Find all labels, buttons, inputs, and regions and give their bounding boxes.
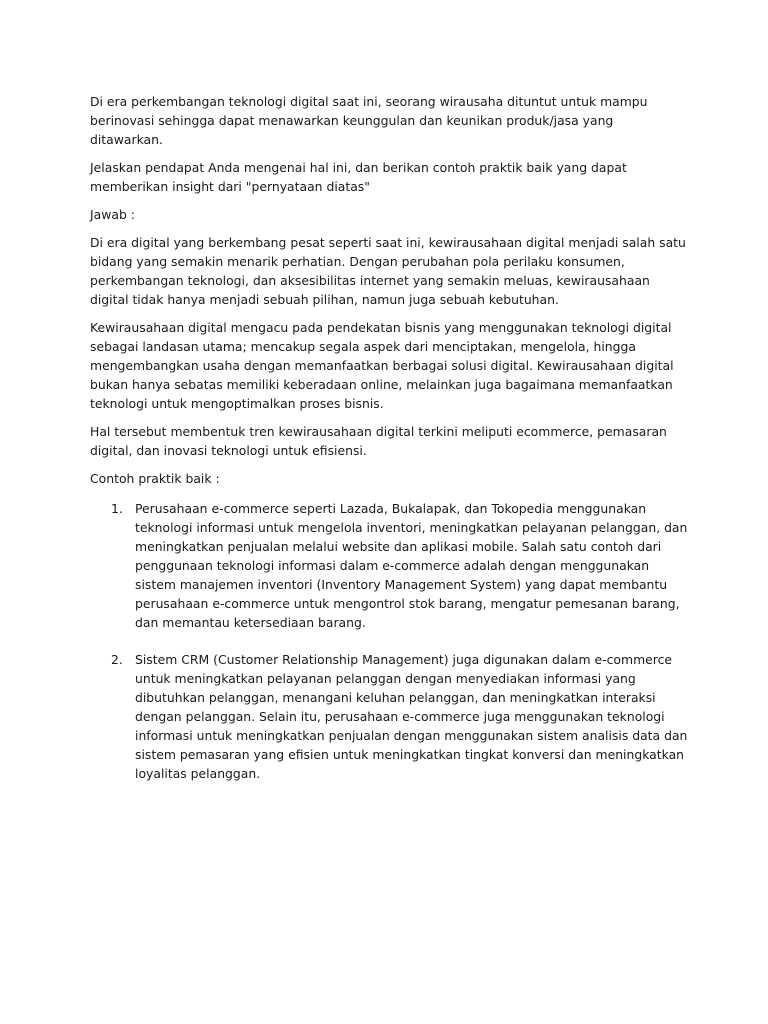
list-item [90,650,690,783]
list-item-text: Sistem CRM (Customer Relationship Management) juga digunakan dalam e-commerce untuk meningkatkan pelayanan pelanggan dengan menyediakan informasi yang dibutuhkan pelanggan, menangani keluhan pelanggan, dan meningkatkan interaksi dengan pelanggan. Selain itu, perusahaan e-commerce juga menggunakan teknologi informasi untuk meningkatkan penjualan dengan menggunakan sistem analisis data dan sistem pemasaran yang efisien untuk meningkatkan tingkat konversi dan meningkatkan loyalitas pelanggan. [135,652,688,781]
answer-paragraph-1: Di era digital yang berkembang pesat seperti saat ini, kewirausahaan digital menjadi salah satu bidang yang semakin menarik perhatian. Dengan perubahan pola perilaku konsumen, perkembangan teknologi, dan aksesibilitas internet yang semakin meluas, kewirausahaan digital tidak hanya menjadi sebuah pilihan, namun juga sebuah kebutuhan. [90,235,686,307]
answer-paragraph-3: Hal tersebut membentuk tren kewirausahaan digital terkini meliputi ecommerce, pemasaran digital, dan inovasi teknologi untuk efisiensi. [90,424,667,458]
examples-list [90,499,690,783]
list-item-text: Perusahaan e-commerce seperti Lazada, Bukalapak, dan Tokopedia menggunakan teknologi informasi untuk mengelola inventori, meningkatkan pelayanan pelanggan, dan meningkatkan penjualan melalui website dan aplikasi mobile. Salah satu contoh dari penggunaan teknologi informasi dalam e-commerce adalah dengan menggunakan sistem manajemen inventori (Inventory Management System) yang dapat membantu perusahaan e-commerce untuk mengontrol stok barang, mengatur pemesanan barang, dan memantau ketersediaan barang. [135,501,688,630]
list-item-number: 2. [111,652,123,667]
examples-heading: Contoh praktik baik : [90,471,220,486]
list-item [90,499,690,632]
instruction-paragraph: Jelaskan pendapat Anda mengenai hal ini, dan berikan contoh praktik baik yang dapat memberikan insight dari "pernyataan diatas" [90,160,627,194]
answer-paragraph-2: Kewirausahaan digital mengacu pada pendekatan bisnis yang menggunakan teknologi digital sebagai landasan utama; mencakup segala aspek dari menciptakan, mengelola, hingga mengembangkan usaha dengan memanfaatkan berbagai solusi digital. Kewirausahaan digital bukan hanya sebatas memiliki keberadaan online, melainkan juga bagaimana memanfaatkan teknologi untuk mengoptimalkan proses bisnis. [90,320,674,411]
question-paragraph: Di era perkembangan teknologi digital saat ini, seorang wirausaha dituntut untuk mampu berinovasi sehingga dapat menawarkan keunggulan dan keunikan produk/jasa yang ditawarkan. [90,94,648,147]
document-body [90,92,690,801]
answer-label: Jawab : [90,207,135,222]
list-item-number: 1. [111,501,123,516]
